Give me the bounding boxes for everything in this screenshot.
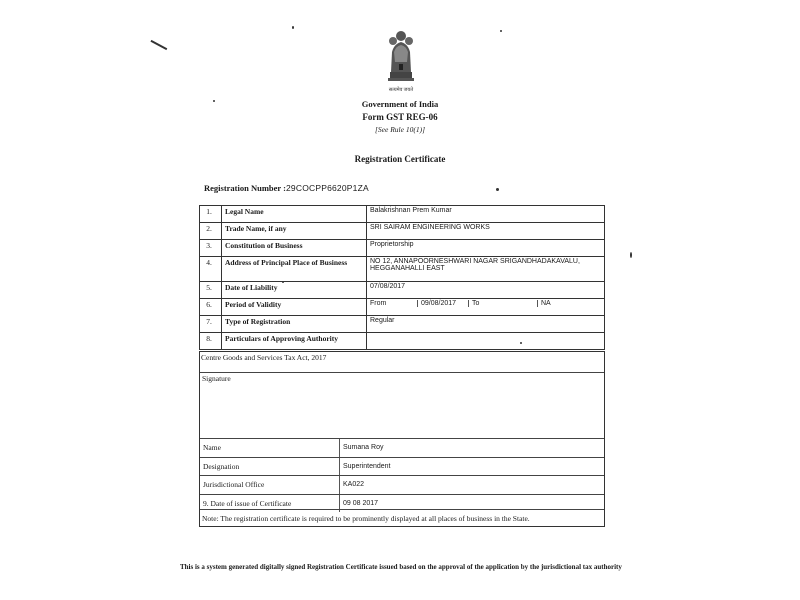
authority-name-label: Name xyxy=(200,439,340,457)
row-value xyxy=(367,333,605,350)
row-label: Date of Liability xyxy=(222,282,367,299)
scan-mark xyxy=(500,30,502,32)
scan-mark xyxy=(630,252,632,258)
signature-label: Signature xyxy=(202,374,231,383)
validity-to-label: To xyxy=(472,300,538,307)
registration-number-value: 29COCPP6620P1ZA xyxy=(286,183,369,193)
validity-period xyxy=(370,300,601,307)
validity-from-value: 09/08/2017 xyxy=(421,300,469,307)
row-label: Legal Name xyxy=(222,206,367,223)
table-row-validity xyxy=(200,299,605,316)
scan-mark xyxy=(282,281,284,283)
issue-date-label: 9. Date of issue of Certificate xyxy=(200,495,340,513)
emblem-caption: सत्यमेव जयते xyxy=(388,88,414,93)
row-number: 1. xyxy=(200,206,222,223)
scan-mark xyxy=(520,342,522,344)
validity-to-value: NA xyxy=(541,300,551,307)
registration-number-label: Registration Number : xyxy=(204,183,286,193)
row-value: Balakrishnan Prem Kumar xyxy=(367,206,605,223)
row-value: NO 12, ANNAPOORNESHWARI NAGAR SRIGANDHADAKAVALU, HEGGANAHALLI EAST xyxy=(367,257,605,282)
form-heading: Form GST REG-06 xyxy=(362,112,438,122)
government-heading: Government of India xyxy=(361,99,439,109)
row-number: 3. xyxy=(200,240,222,257)
table-row xyxy=(200,316,605,333)
authority-rows xyxy=(200,438,604,512)
details-table xyxy=(199,205,605,350)
row-number: 5. xyxy=(200,282,222,299)
row-number: 6. xyxy=(200,299,222,316)
office-label: Jurisdictional Office xyxy=(200,476,340,494)
row-number: 2. xyxy=(200,223,222,240)
validity-from-label: From xyxy=(370,300,418,307)
list-item xyxy=(200,475,604,494)
table-row xyxy=(200,333,605,350)
row-label: Type of Registration xyxy=(222,316,367,333)
designation-label: Designation xyxy=(200,458,340,476)
registration-number xyxy=(204,183,369,193)
certificate-title: Registration Certificate xyxy=(354,154,446,164)
divider xyxy=(200,372,604,373)
designation-value: Superintendent xyxy=(343,462,391,470)
row-label: Address of Principal Place of Business xyxy=(222,257,367,282)
approving-authority-box xyxy=(199,351,605,527)
row-label: Trade Name, if any xyxy=(222,223,367,240)
scan-mark xyxy=(213,100,215,102)
row-value: Regular xyxy=(367,316,605,333)
issue-date-value: 09 08 2017 xyxy=(343,499,379,507)
list-item xyxy=(200,457,604,476)
act-name: Centre Goods and Services Tax Act, 2017 xyxy=(201,353,327,362)
scan-mark xyxy=(292,26,294,29)
table-row xyxy=(200,240,605,257)
authority-name-value: Sumana Roy xyxy=(343,444,384,452)
rule-reference: [See Rule 10(1)] xyxy=(375,125,425,134)
office-value: KA022 xyxy=(343,481,365,489)
scan-mark xyxy=(151,40,168,50)
table-row xyxy=(200,206,605,223)
display-note: Note: The registration certificate is required to be prominently displayed at all places of business in the State. xyxy=(200,509,604,526)
scan-mark xyxy=(496,188,499,191)
row-value: Proprietorship xyxy=(367,240,605,257)
row-number: 8. xyxy=(200,333,222,350)
row-number: 4. xyxy=(200,257,222,282)
row-label: Constitution of Business xyxy=(222,240,367,257)
row-value: 07/08/2017 xyxy=(367,282,605,299)
table-row xyxy=(200,223,605,240)
row-label: Particulars of Approving Authority xyxy=(222,333,367,350)
table-row xyxy=(200,257,605,282)
table-row xyxy=(200,282,605,299)
footer-note: This is a system generated digitally signed Registration Certificate issued based on the approval of the application by the jurisdictional tax authority xyxy=(180,563,622,571)
row-value: SRI SAIRAM ENGINEERING WORKS xyxy=(367,223,605,240)
national-emblem-icon xyxy=(384,28,418,86)
row-label: Period of Validity xyxy=(222,299,367,316)
row-number: 7. xyxy=(200,316,222,333)
list-item xyxy=(200,438,604,457)
